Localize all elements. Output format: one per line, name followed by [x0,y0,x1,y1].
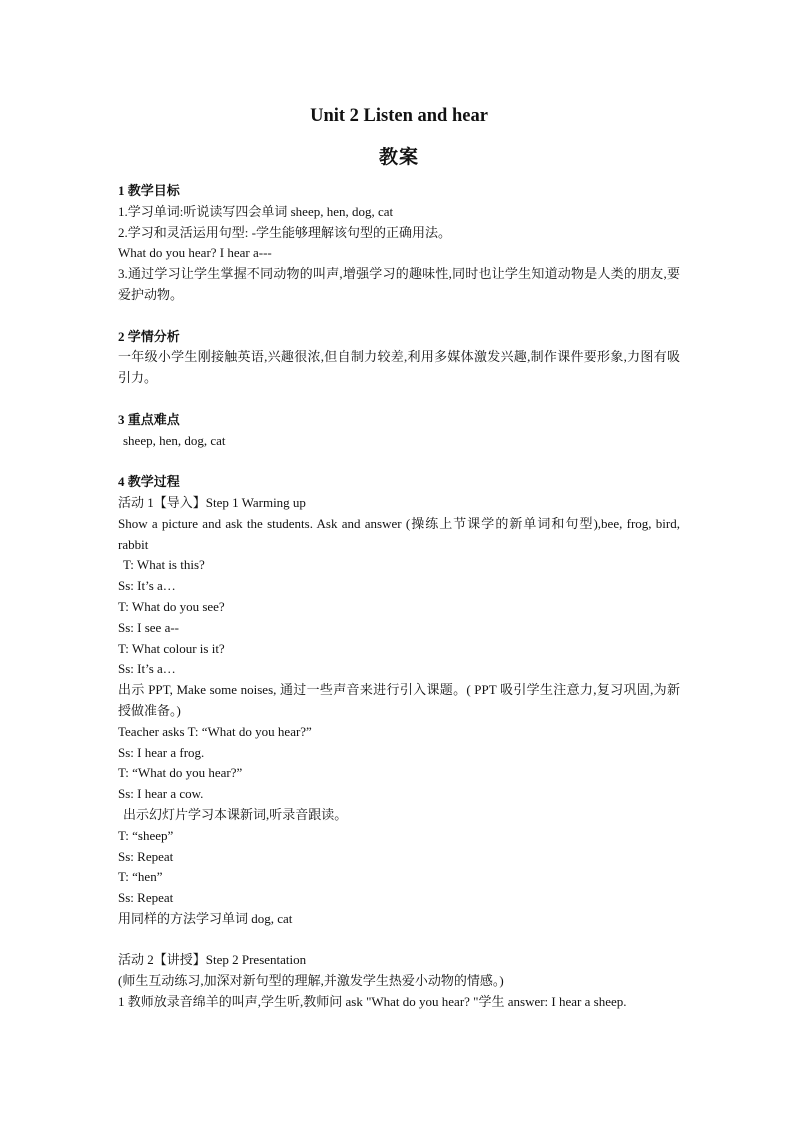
dialogue-line: Ss: I hear a frog. [118,744,205,760]
paragraph: 出示 PPT, Make some noises, 通过一些声音来进行引入课题。( PPT 吸引学生注意力,复习巩固,为新授做准备。) [118,682,680,718]
dialogue-line: T: “What do you hear?” [118,765,243,781]
section-heading-objectives: 1 教学目标 [118,183,180,198]
document-title: Unit 2 Listen and hear [310,106,488,126]
section-heading-key-points: 3 重点难点 [118,411,180,427]
dialogue-line: Ss: Repeat [118,848,174,864]
document-body [118,181,680,1013]
dialogue-line: 出示幻灯片学习本课新词,听录音跟读。 [123,806,348,822]
dialogue-line: T: “hen” [118,869,163,885]
paragraph: What do you hear? I hear a--- [118,245,272,261]
paragraph: 1 教师放录音绵羊的叫声,学生听,教师问 ask "What do you hear? "学生 answer: I hear a sheep. [118,994,627,1010]
dialogue-line: Ss: I see a-- [118,619,180,635]
dialogue-line: Ss: It’s a… [118,661,176,677]
section-heading-analysis: 2 学情分析 [118,328,180,344]
paragraph: 一年级小学生刚接触英语,兴趣很浓,但自制力较差,利用多媒体激发兴趣,制作课件要形象,力图有吸引力。 [118,349,680,386]
dialogue-line: Ss: I hear a cow. [118,786,204,802]
dialogue-line: Ss: Repeat [118,890,174,906]
dialogue-line: Teacher asks T: “What do you hear?” [118,723,312,739]
paragraph: (师生互动练习,加深对新句型的理解,并激发学生热爱小动物的情感。) [118,973,504,989]
dialogue-line: T: “sheep” [118,827,174,843]
section-heading-process: 4 教学过程 [118,474,180,490]
paragraph: Show a picture and ask the students. Ask and answer (操练上节课学的新单词和句型),bee, frog, bird, rabbit [118,515,680,552]
activity-title: 活动 1【导入】Step 1 Warming up [118,494,306,510]
dialogue-line: T: What is this? [123,557,205,573]
dialogue-line: T: What colour is it? [118,640,225,656]
dialogue-line: 用同样的方法学习单词 dog, cat [118,910,293,926]
paragraph: 2.学习和灵活运用句型: -学生能够理解该句型的正确用法。 [118,224,451,240]
dialogue-line: Ss: It’s a… [118,578,176,594]
dialogue-line: T: What do you see? [118,598,225,614]
document-subtitle: 教案 [378,147,419,168]
activity-title: 活动 2【讲授】Step 2 Presentation [118,952,307,968]
paragraph: sheep, hen, dog, cat [123,432,226,448]
paragraph: 1.学习单词:听说读写四会单词 sheep, hen, dog, cat [118,203,394,219]
paragraph: 3.通过学习让学生掌握不同动物的叫声,增强学习的趣味性,同时也让学生知道动物是人类的朋友,要爱护动物。 [118,266,680,302]
